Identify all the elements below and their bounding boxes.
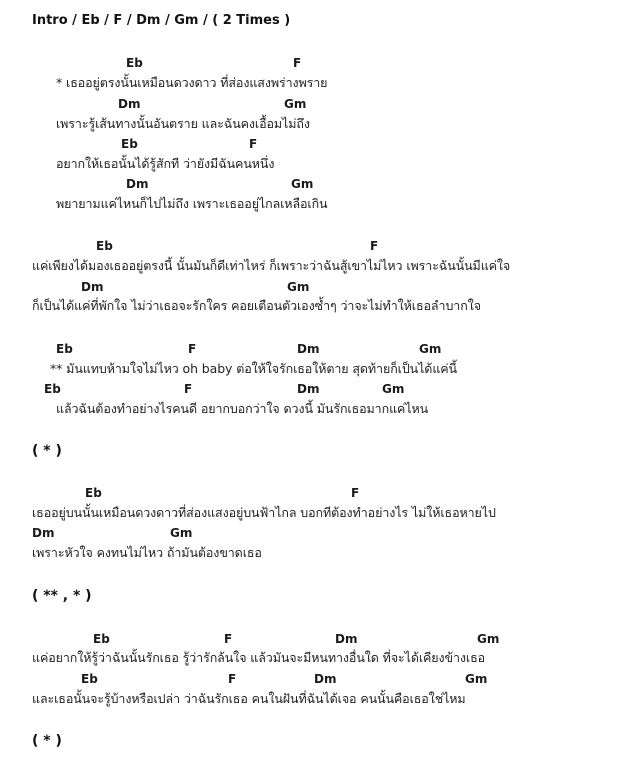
lyric-line: และเธอนั้นจะรู้บ้างหรือเปล่า ว่าฉันรักเธอ คนในฝันที่ฉันได้เจอ คนนั้นคือเธอใช่ไหม [32, 691, 466, 706]
repeat-marker: ( * ) [32, 733, 62, 749]
lyric-line: อยากให้เธอนั้นได้รู้สักที ว่ายังมีฉันคนหนึ่ง [56, 156, 275, 171]
lyric-line: แค่อยากให้รู้ว่าฉันนั้นรักเธอ รู้ว่ารักล้นใจ แล้วมันจะมีหนทางอื่นใด ที่จะได้เคียงข้างเธอ [32, 650, 485, 665]
chord-dm: Dm [297, 382, 320, 396]
chord-dm: Dm [118, 97, 141, 111]
chord-gm: Gm [419, 342, 442, 356]
chord-gm: Gm [465, 672, 488, 686]
chord-eb: Eb [121, 137, 138, 151]
lyric-line: พยายามแค่ไหนก็ไปไม่ถึง เพราะเธออยู่ไกลเหลือเกิน [56, 196, 328, 211]
lyric-line: ก็เป็นได้แค่ที่พักใจ ไม่ว่าเธอจะรักใคร คอยเตือนตัวเองซ้ำๆ ว่าจะไม่ทำให้เธอลำบากใจ [32, 298, 481, 313]
lyric-line: ** มันแทบห้ามใจไม่ไหว oh baby ต่อให้ใจรักเธอให้ตาย สุดท้ายก็เป็นได้แค่นี้ [50, 361, 457, 376]
chord-f: F [224, 632, 233, 646]
chord-gm: Gm [477, 632, 500, 646]
chord-f: F [184, 382, 193, 396]
chord-dm: Dm [126, 177, 149, 191]
chord-eb: Eb [81, 672, 98, 686]
chord-eb: Eb [126, 56, 143, 70]
chord-eb: Eb [96, 239, 113, 253]
chord-eb: Eb [44, 382, 61, 396]
chord-dm: Dm [335, 632, 358, 646]
chord-f: F [293, 56, 302, 70]
chord-eb: Eb [56, 342, 73, 356]
chord-gm: Gm [170, 526, 193, 540]
chord-f: F [249, 137, 258, 151]
chord-gm: Gm [284, 97, 307, 111]
chord-f: F [188, 342, 197, 356]
repeat-marker: ( * ) [32, 443, 62, 459]
chord-gm: Gm [291, 177, 314, 191]
chord-eb: Eb [93, 632, 110, 646]
chord-gm: Gm [287, 280, 310, 294]
chord-f: F [228, 672, 237, 686]
repeat-marker: ( ** , * ) [32, 588, 92, 604]
lyric-line: เพราะหัวใจ คงทนไม่ไหว ถ้ามันต้องขาดเธอ [32, 545, 262, 560]
lyric-line: แค่เพียงได้มองเธออยู่ตรงนี้ นั้นมันก็ดีเท่าไหร่ ก็เพราะว่าฉันสู้เขาไม่ไหว เพราะฉันนั้นมีแค่ใจ [32, 258, 511, 273]
chord-f: F [370, 239, 379, 253]
lyric-line: เธออยู่บนนั้นเหมือนดวงดาวที่ส่องแสงอยู่บนฟ้าไกล บอกทีต้องทำอย่างไร ไม่ให้เธอหายไป [32, 505, 496, 520]
lyric-line: แล้วฉันต้องทำอย่างไรคนดี อยากบอกว่าใจ ดวงนี้ มันรักเธอมากแค่ไหน [56, 401, 429, 416]
chord-f: F [351, 486, 360, 500]
chord-gm: Gm [382, 382, 405, 396]
chord-eb: Eb [85, 486, 102, 500]
chord-dm: Dm [81, 280, 104, 294]
lyric-line: เพราะรู้เส้นทางนั้นอันตราย และฉันคงเอื้อมไม่ถึง [56, 116, 310, 131]
chord-dm: Dm [32, 526, 55, 540]
intro-line: Intro / Eb / F / Dm / Gm / ( 2 Times ) [32, 13, 291, 28]
lyric-line: * เธออยู่ตรงนั้นเหมือนดวงดาว ที่ส่องแสงพร่างพราย [56, 75, 328, 90]
chord-dm: Dm [314, 672, 337, 686]
chord-dm: Dm [297, 342, 320, 356]
